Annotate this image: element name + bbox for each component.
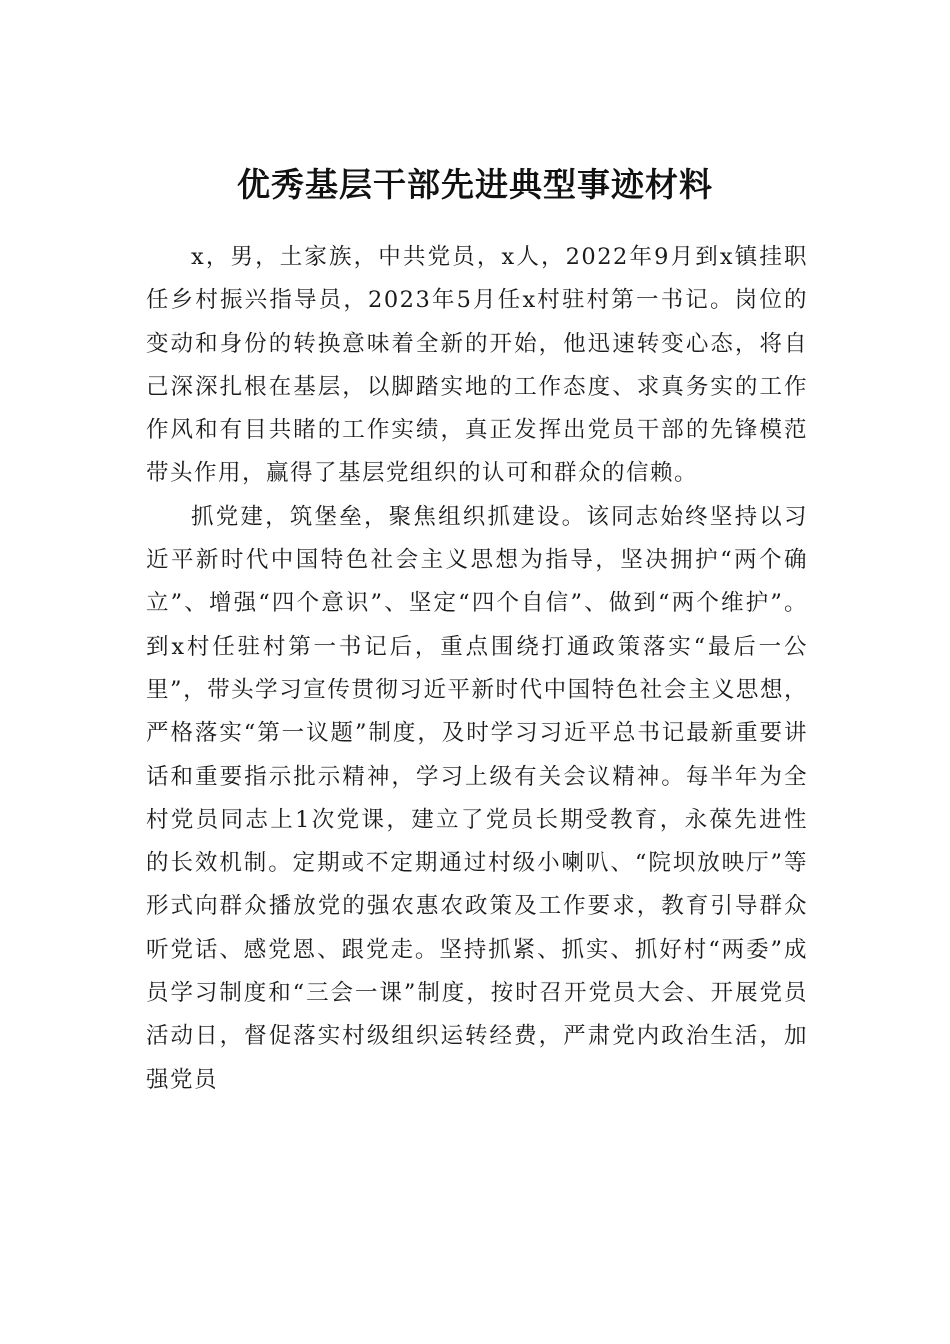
document-title: 优秀基层干部先进典型事迹材料 <box>237 165 713 204</box>
paragraph-intro: x，男，土家族，中共党员，x人，2022年9月到x镇挂职任乡村振兴指导员，2023年5月任x村驻村第一书记。岗位的变动和身份的转换意味着全新的开始，他迅速转变心态，将自己深深扎根在基层，以脚踏实地的工作态度、求真务实的工作作风和有目共睹的工作实绩，真正发挥出党员干部的先锋模范带头作用，赢得了基层党组织的认可和群众的信赖。 <box>146 244 808 487</box>
paragraph-party-building: 抓党建，筑堡垒，聚焦组织抓建设。该同志始终坚持以习近平新时代中国特色社会主义思想为指导，坚决拥护“两个确立”、增强“四个意识”、坚定“四个自信”、做到“两个维护”。到x村任驻村第一书记后，重点围绕打通政策落实“最后一公里”，带头学习宣传贯彻习近平新时代中国特色社会主义思想，严格落实“第一议题”制度，及时学习习近平总书记最新重要讲话和重要指示批示精神，学习上级有关会议精神。每半年为全村党员同志上1次党课，建立了党员长期受教育，永葆先进性的长效机制。定期或不定期通过村级小喇叭、“院坝放映厅”等形式向群众播放党的强农惠农政策及工作要求，教育引导群众听党话、感党恩、跟党走。坚持抓紧、抓实、抓好村“两委”成员学习制度和“三会一课”制度，按时召开党员大会、开展党员活动日，督促落实村级组织运转经费，严肃党内政治生活，加强党员 <box>146 503 808 1093</box>
document-body <box>146 236 808 1102</box>
